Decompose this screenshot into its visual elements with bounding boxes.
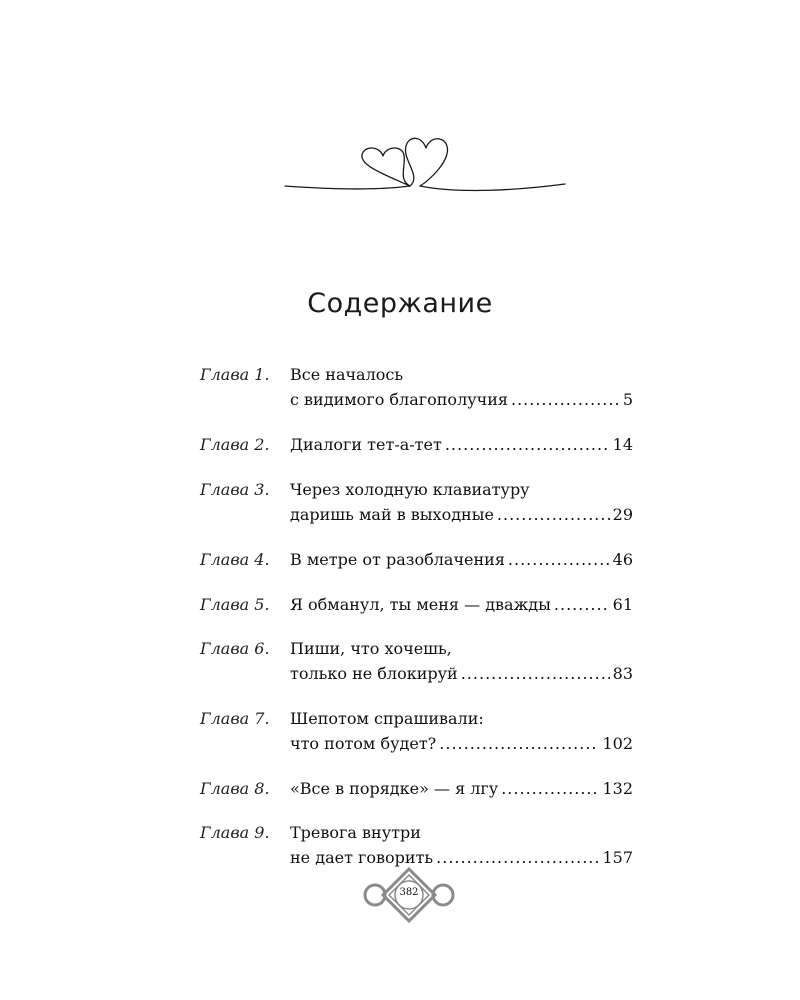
toc-entry [200,432,640,457]
toc-entry [200,776,640,801]
chapter-title-last-line [290,502,633,527]
chapter-page-number: 132 [602,779,633,798]
chapter-title-text: В метре от разоблачения [290,550,505,569]
chapter-title-last-line [290,547,633,572]
chapter-title [290,706,633,756]
chapter-page-number: 157 [602,848,633,867]
chapter-label: Глава 8. [200,779,270,798]
chapter-title-text: что потом будет? [290,734,437,753]
chapter-title-text: не дает говорить [290,848,434,867]
chapter-page-number: 46 [612,550,633,569]
chapter-title [290,362,633,412]
chapter-title-line: Все началось [290,365,404,384]
hearts-ornament [280,128,570,200]
chapter-label: Глава 6. [200,639,270,658]
dot-leader [461,661,610,686]
dot-leader [554,592,610,617]
chapter-page-number: 83 [612,664,633,683]
toc-entry [200,477,640,527]
chapter-title-text: с видимого благополучия [290,390,508,409]
chapter-title-last-line [290,776,633,801]
chapter-title-last-line [290,845,633,870]
dot-leader [508,547,610,572]
table-of-contents [200,362,640,870]
chapter-title-text: «Все в порядке» — я лгу [290,779,499,798]
dot-leader [511,387,620,412]
chapter-title-text: Я обманул, ты меня — дважды [290,595,551,614]
dot-leader [436,845,599,870]
chapter-title-last-line [290,432,633,457]
chapter-page-number: 14 [612,435,633,454]
chapter-title [290,432,633,457]
chapter-title [290,776,633,801]
chapter-label: Глава 4. [200,550,270,569]
dot-leader [445,432,610,457]
chapter-label: Глава 1. [200,365,270,384]
toc-entry [200,636,640,686]
chapter-title [290,547,633,572]
toc-entry [200,592,640,617]
chapter-title [290,820,633,870]
page-number: 382 [399,887,419,898]
chapter-title-last-line [290,592,633,617]
chapter-label: Глава 9. [200,823,270,842]
chapter-title-text: только не блокируй [290,664,458,683]
chapter-page-number: 102 [602,734,633,753]
toc-entry [200,820,640,870]
chapter-title-text: даришь май в выходные [290,505,494,524]
chapter-title-line: Через холодную клавиатуру [290,480,530,499]
chapter-label: Глава 3. [200,480,270,499]
chapter-page-number: 61 [612,595,633,614]
chapter-page-number: 5 [622,390,633,409]
chapter-title-last-line [290,661,633,686]
chapter-title [290,477,633,527]
chapter-title-last-line [290,387,633,412]
chapter-label: Глава 5. [200,595,270,614]
dot-leader [497,502,610,527]
toc-entry [200,547,640,572]
chapter-title-line: Шепотом спрашивали: [290,709,484,728]
chapter-page-number: 29 [612,505,633,524]
chapter-title-text: Диалоги тет-а-тет [290,435,442,454]
chapter-title-line: Пиши, что хочешь, [290,639,452,658]
chapter-title-last-line [290,731,633,756]
toc-entry [200,706,640,756]
page-title: Содержание [307,288,493,319]
chapter-label: Глава 7. [200,709,270,728]
toc-entry [200,362,640,412]
dot-leader [439,731,599,756]
chapter-title-line: Тревога внутри [290,823,421,842]
chapter-title [290,636,633,686]
dot-leader [501,776,599,801]
chapter-label: Глава 2. [200,435,270,454]
chapter-title [290,592,633,617]
